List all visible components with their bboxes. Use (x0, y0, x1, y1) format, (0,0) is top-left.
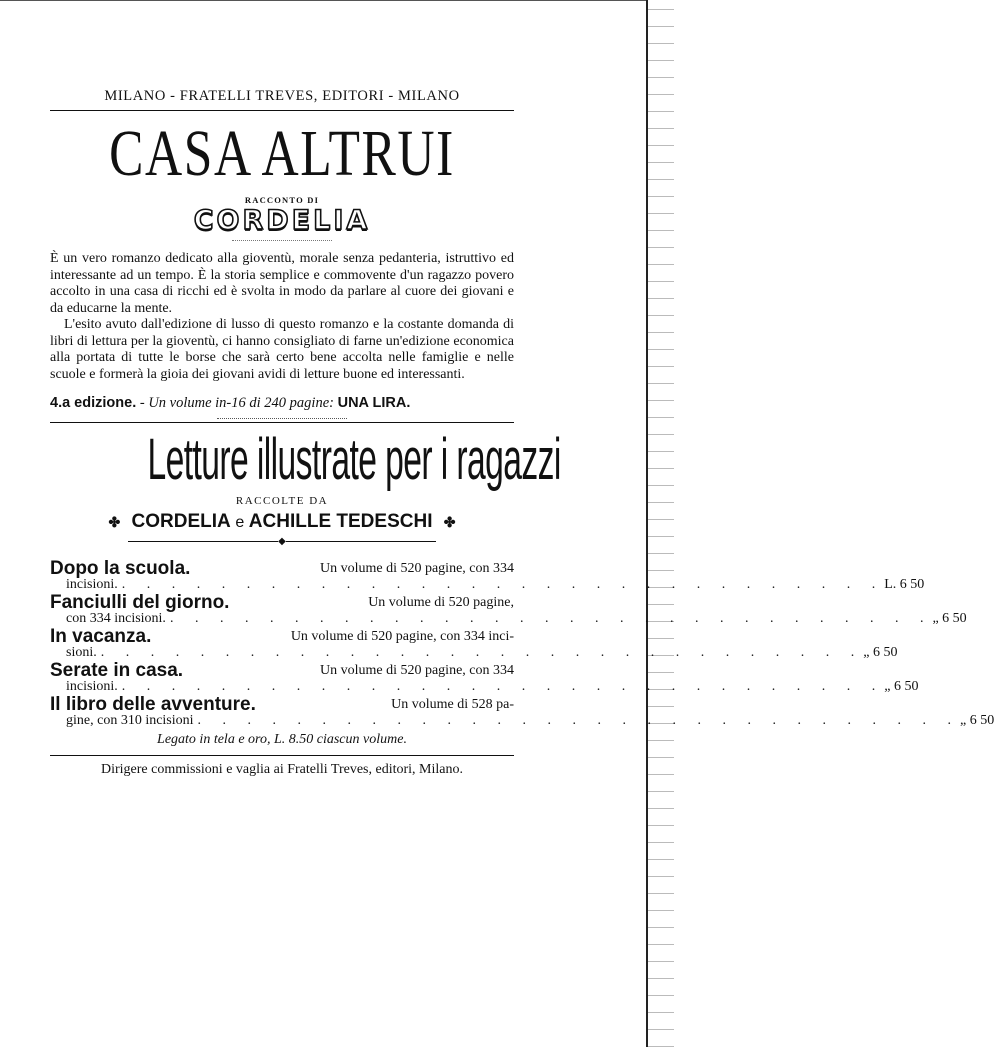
edition-description: - Un volume in-16 di 240 pagine: (139, 395, 334, 411)
binding-note: Legato in tela e oro, L. 8.50 ciascun volume. (157, 732, 407, 747)
ornamental-divider (50, 537, 514, 547)
list-item: Fanciulli del giorno. Un volume di 520 pagine, con 334 incisioni. . . . . . . . . . . . . . . . . . . . . . . . . . . . . . . . „ 6 50 (50, 592, 967, 626)
book-description (50, 251, 514, 383)
book-list-detail: Un volume di 520 pagine, con 334 (319, 561, 514, 576)
fleuron-icon: ✤ (108, 514, 121, 530)
book-list-detail-cont: incisioni. (66, 678, 118, 694)
book-author: CORDELIA (193, 205, 371, 236)
book-list-detail: Un volume di 520 pagine, con 334 (319, 663, 514, 678)
book-list-detail: Un volume di 520 pagine, (368, 595, 514, 610)
section-rule (50, 422, 514, 423)
book-list-title: Il libro delle avventure. (50, 694, 256, 715)
edition-label: 4.a edizione. (50, 395, 137, 411)
book-list-detail: Un volume di 520 pagine, con 334 inci- (290, 629, 514, 644)
book-title: CASA ALTRUI (109, 117, 455, 190)
ornament-line (128, 541, 278, 542)
list-item: Il libro delle avventure. Un volume di 528 pa- gine, con 310 incisioni . . . . . . . . . . . . . . . . . . . . . . . . . . . . . . . „ 6 50 (50, 694, 994, 728)
publisher-line: MILANO - FRATELLI TREVES, EDITORI - MILANO (50, 88, 514, 111)
book-list-price: „ 6 50 (932, 610, 967, 626)
book-list-title: In vacanza. (50, 626, 152, 647)
edition-price: UNA LIRA. (337, 395, 411, 411)
description-paragraph: È un vero romanzo dedicato alla gioventù, morale senza pedanteria, istruttivo ed interessante ad un tempo. È la storia semplice e commovente d'un ragazzo povero accolto in una casa di ricchi ed è svolta in modo da parlare al cuore dei giovani e da educarne la mente. (50, 251, 514, 316)
series-author-a: CORDELIA (131, 511, 231, 532)
book-list-title: Serate in casa. (50, 660, 184, 681)
description-paragraph: L'esito avuto dall'edizione di lusso di questo romanzo e la costante domanda di libri di lettura per la gioventù, ci hanno consigliato di farne un'edizione economica alla portata di tutte le borse che sarà certo bene accolta nelle famiglie e nelle scuole e formerà la gioia dei giovani avidi di letture buone ed interessanti. (50, 317, 514, 382)
book-list-detail-cont: con 334 incisioni. (66, 610, 166, 626)
book-list-detail-cont: gine, con 310 incisioni (66, 712, 194, 728)
list-item: Serate in casa. Un volume di 520 pagine, con 334 incisioni. . . . . . . . . . . . . . . . . . . . . . . . . . . . . . . . „ 6 50 (50, 660, 919, 694)
book-list-title: Fanciulli del giorno. (50, 592, 230, 613)
page-binding-edge (646, 0, 674, 1047)
book-list-price: „ 6 50 (960, 712, 994, 728)
dotted-divider (217, 418, 347, 419)
advertisement-page (50, 88, 994, 778)
book-list-title: Dopo la scuola. (50, 558, 191, 579)
book-list-detail-cont: incisioni. (66, 576, 118, 592)
edition-line (50, 395, 514, 412)
page-top-edge (0, 0, 674, 7)
series-authors (50, 511, 514, 533)
book-list-detail-cont: sioni. (66, 644, 97, 660)
series-title: Letture illustrate per i ragazzi (147, 427, 561, 492)
series-subtitle: RACCOLTE DA (235, 495, 329, 507)
list-item: In vacanza. Un volume di 520 pagine, con 334 inci- sioni. . . . . . . . . . . . . . . . . . . . . . . . . . . . . . . . „ 6 50 (50, 626, 898, 660)
book-list-detail: Un volume di 528 pa- (391, 697, 514, 712)
book-list-price: „ 6 50 (863, 644, 898, 660)
ornament-line (286, 541, 436, 542)
book-list (50, 558, 994, 728)
footer-rule (50, 755, 514, 756)
book-list-price: „ 6 50 (884, 678, 919, 694)
book-list-price: L. 6 50 (884, 576, 925, 592)
footer-note: Dirigere commissioni e vaglia ai Fratelli Treves, editori, Milano. (101, 762, 463, 777)
series-author-b: ACHILLE TEDESCHI (248, 511, 433, 532)
fleuron-icon: ✤ (443, 514, 456, 530)
book-subtitle: RACCONTO DI (244, 195, 320, 205)
dotted-divider (232, 240, 332, 241)
ornament-dot-icon: ◆ (278, 536, 286, 547)
series-author-conjunction: e (235, 514, 245, 531)
list-item: Dopo la scuola. Un volume di 520 pagine, con 334 incisioni. . . . . . . . . . . . . . . . . . . . . . . . . . . . . . . . L. 6 50 (50, 558, 925, 592)
